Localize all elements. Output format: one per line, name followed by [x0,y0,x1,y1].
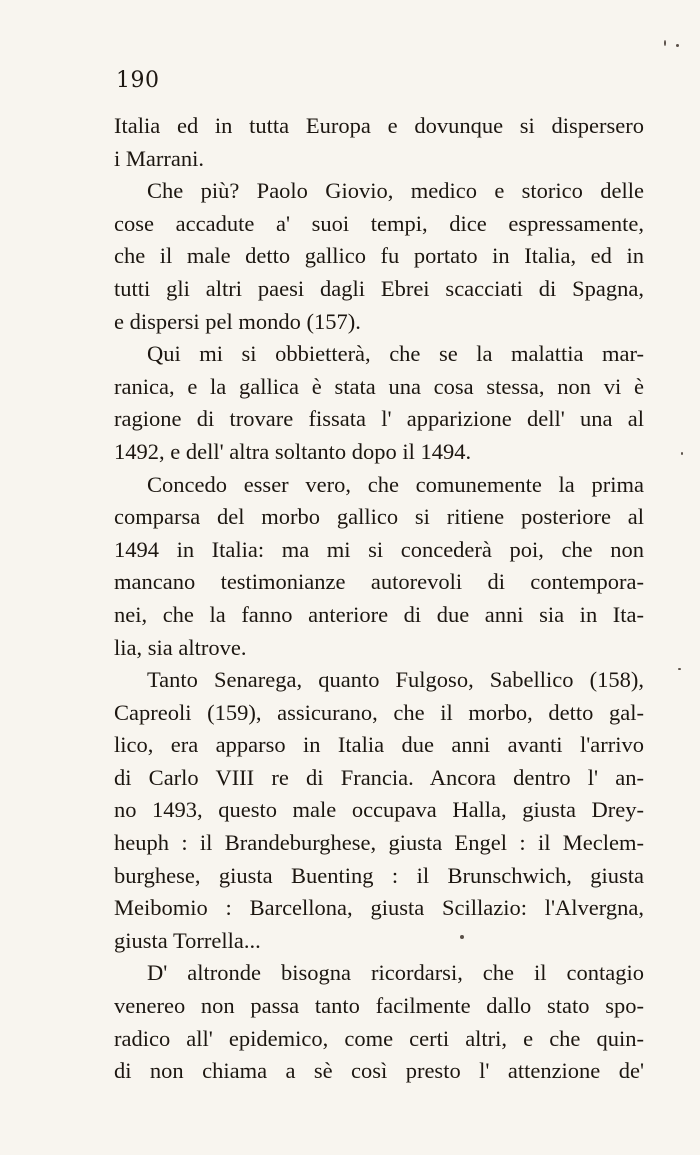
text-line: Che più? Paolo Giovio, medico e storico delle [147,178,644,204]
text-line: i Marrani. [114,145,204,171]
text-line: cose accadute a' suoi tempi, dice espressamente, [114,210,644,236]
text-line: e dispersi pel mondo (157). [114,308,361,334]
text-line: Capreoli (159), assicurano, che il morbo, detto gal- [114,699,644,725]
text-line: Concedo esser vero, che comunemente la prima [147,471,644,497]
text-line: heuph : il Brandeburghese, giusta Engel : il Meclem- [114,830,644,856]
text-line: Tanto Senarega, quanto Fulgoso, Sabellico (158), [147,667,644,693]
text-line: lico, era apparso in Italia due anni avanti l'arrivo [114,732,644,758]
scan-speck [681,452,683,455]
text-line: Meibomio : Barcellona, giusta Scillazio: l'Alvergna, [114,895,644,921]
page-number: 190 [116,68,160,93]
text-line: burghese, giusta Buenting : il Brunschwich, giusta [114,862,644,888]
scan-speck [678,668,681,670]
text-line: tutti gli altri paesi dagli Ebrei scacciati di Spagna, [114,275,644,301]
text-line: radico all' epidemico, come certi altri, e che quin- [114,1025,644,1051]
text-line: giusta Torrella... [114,927,261,953]
scan-speck [664,40,666,46]
text-line: no 1493, questo male occupava Halla, giusta Drey- [114,797,644,823]
text-line: 1492, e dell' altra soltanto dopo il 1494. [114,438,472,464]
text-line: venereo non passa tanto facilmente dallo stato spo- [114,993,644,1019]
scan-speck [676,44,679,47]
text-line: di non chiama a sè così presto l' attenzione de' [114,1058,644,1084]
text-line: che il male detto gallico fu portato in Italia, ed in [114,243,644,269]
text-line: Italia ed in tutta Europa e dovunque si dispersero [114,113,644,138]
text-line: 1494 in Italia: ma mi si concederà poi, che non [114,536,644,562]
text-line: nei, che la fanno anteriore di due anni sia in Ita- [114,601,644,627]
text-line: mancano testimonianze autorevoli di contempora- [114,569,644,595]
text-line: D' altronde bisogna ricordarsi, che il contagio [147,960,644,986]
text-line: comparsa del morbo gallico si ritiene posteriore al [114,504,644,530]
text-line: ranica, e la gallica è stata una cosa stessa, non vi è [114,373,644,399]
body-text [114,110,644,1088]
text-line: Qui mi si obbietterà, che se la malattia mar- [147,341,644,367]
text-line: ragione di trovare fissata l' apparizione dell' una al [114,406,644,432]
text-line: di Carlo VIII re di Francia. Ancora dentro l' an- [114,764,644,790]
scan-speck [460,935,464,939]
text-line: lia, sia altrove. [114,634,247,660]
